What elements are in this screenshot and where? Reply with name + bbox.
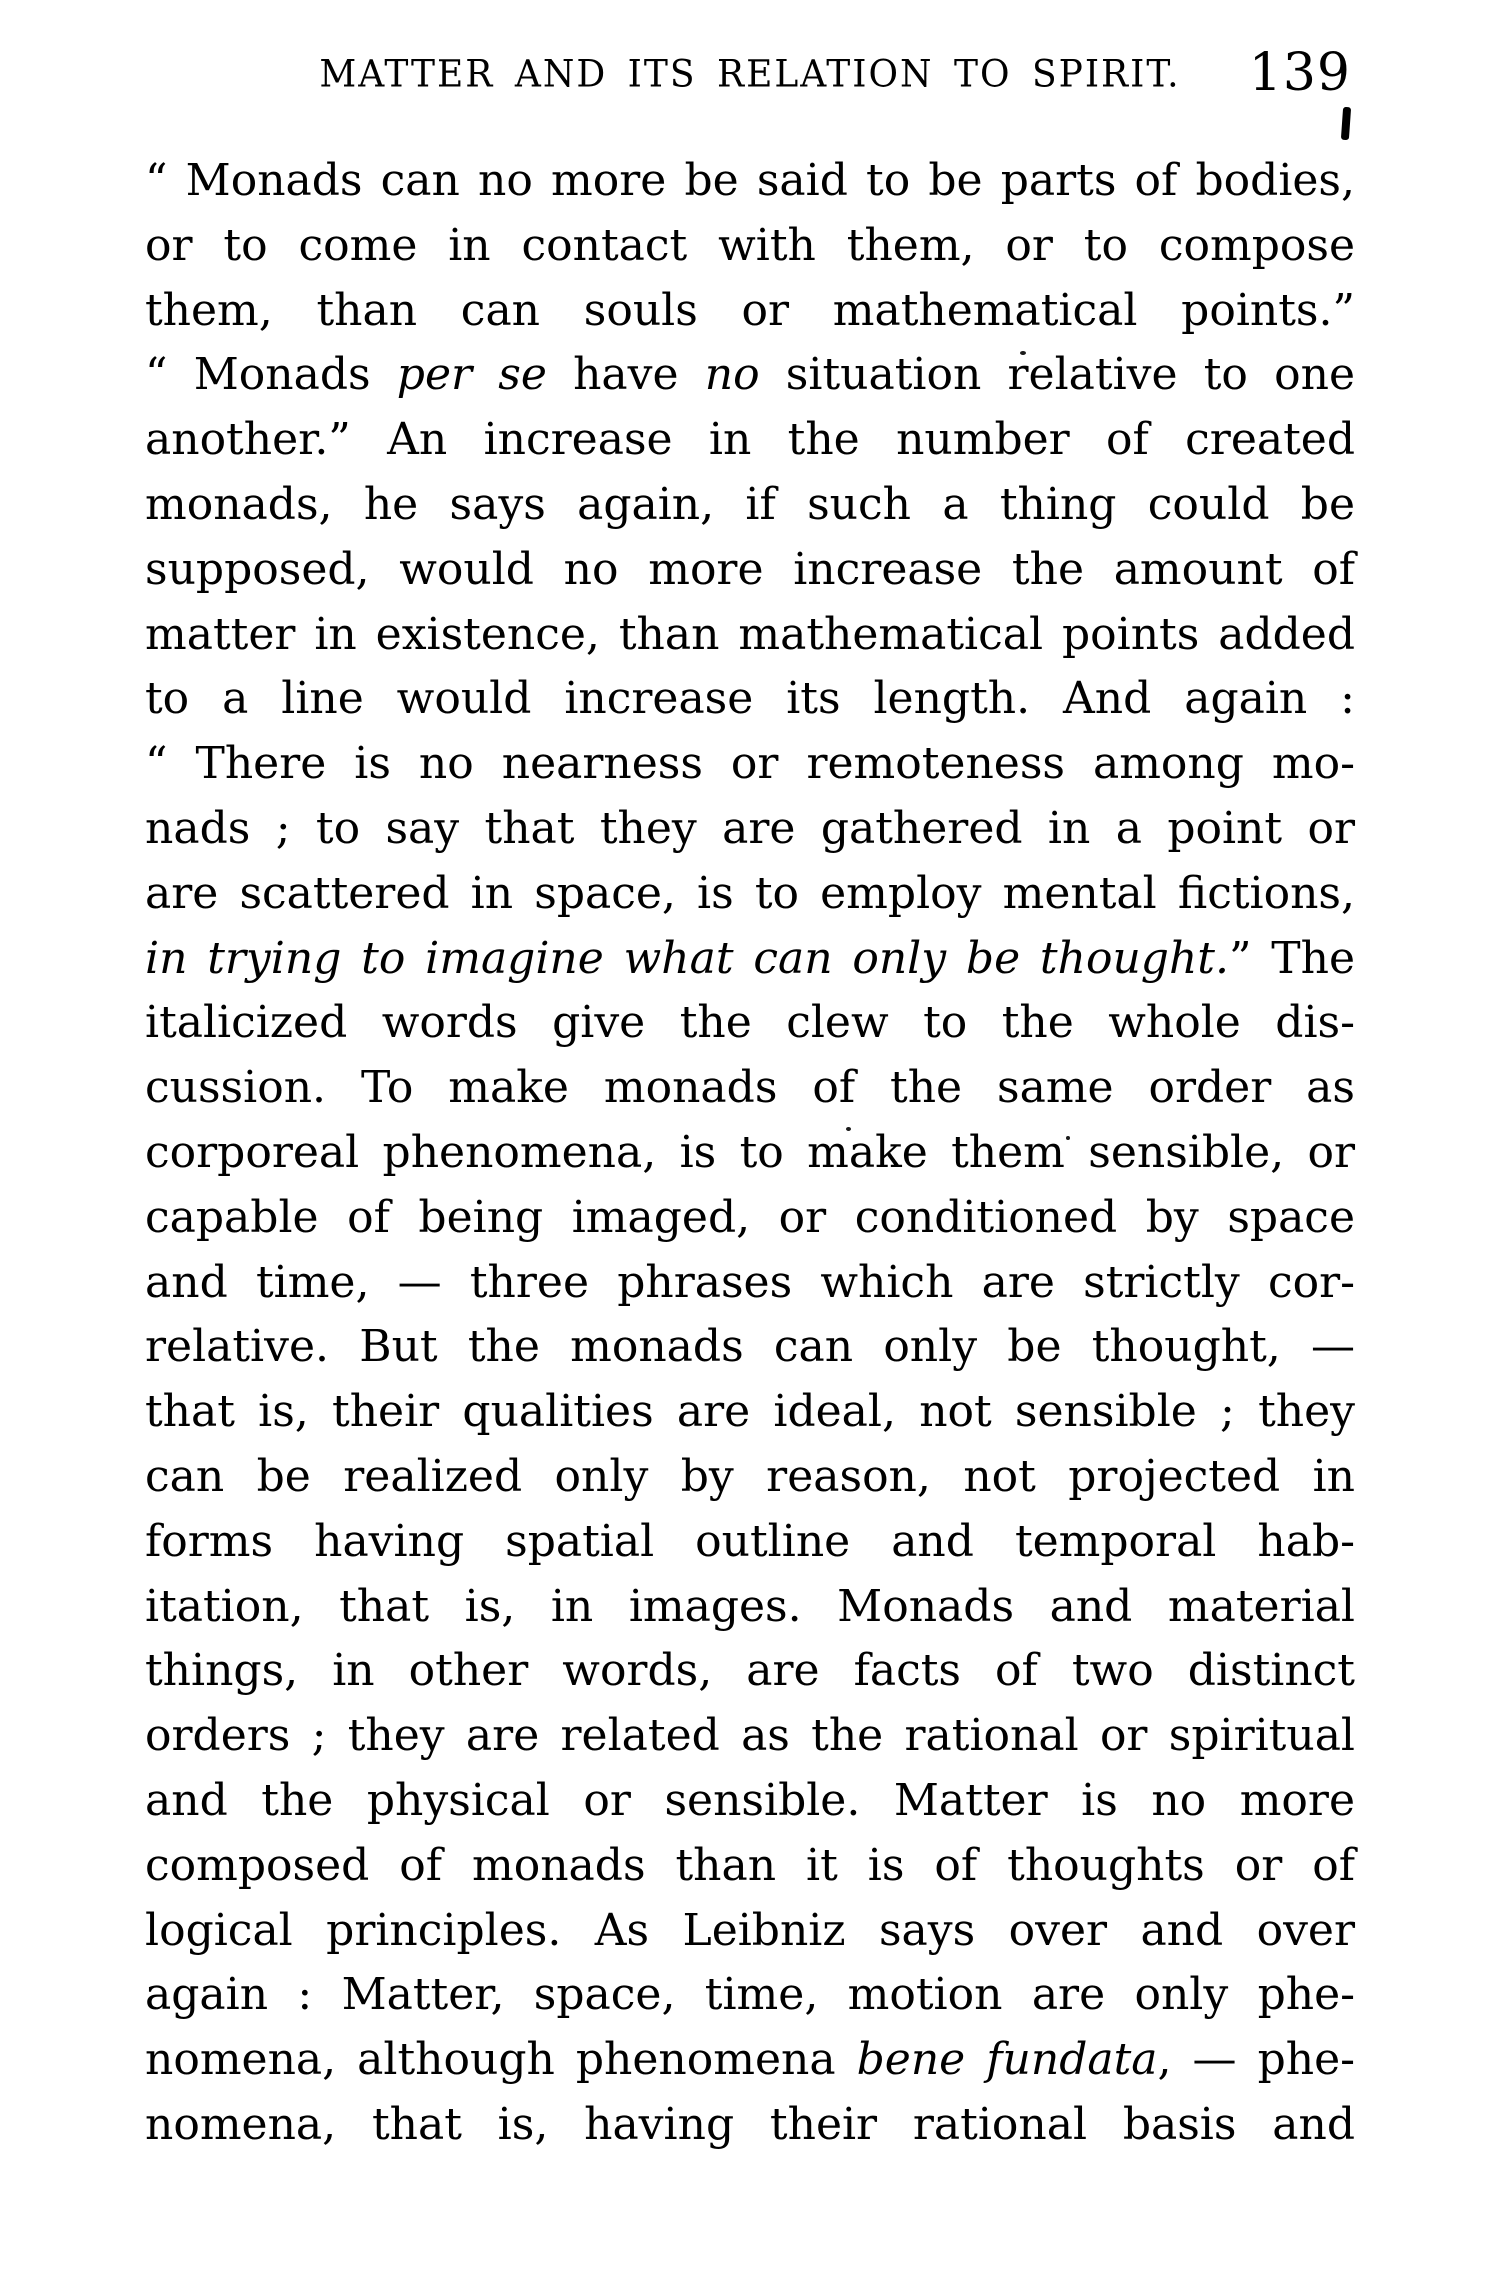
text-segment: , — phe- bbox=[1157, 2034, 1356, 2086]
text-line bbox=[145, 149, 1355, 214]
page-header-title: MATTER AND ITS RELATION TO SPIRIT. bbox=[319, 52, 1181, 96]
text-line bbox=[145, 1445, 1355, 1510]
text-segment: relative. But the monads can only be thought, — bbox=[145, 1321, 1355, 1373]
text-segment: “ There is no nearness or remoteness among mo- bbox=[145, 738, 1355, 790]
text-segment: “ Monads can no more be said to be parts of bodies, bbox=[145, 155, 1355, 206]
text-line bbox=[145, 343, 1355, 408]
text-line bbox=[145, 1186, 1355, 1251]
text-segment: are scattered in space, is to employ mental fictions, bbox=[145, 867, 1355, 919]
text-segment: ” The bbox=[1228, 932, 1355, 984]
text-segment: forms having spatial outline and temporal hab- bbox=[145, 1515, 1355, 1567]
text-line bbox=[145, 2028, 1355, 2093]
text-line bbox=[145, 1380, 1355, 1445]
page-body bbox=[145, 149, 1355, 2158]
text-line bbox=[145, 1510, 1355, 1575]
text-segment: that is, their qualities are ideal, not sensible ; they bbox=[145, 1386, 1355, 1438]
text-segment: nomena, although phenomena bbox=[145, 2034, 857, 2086]
page-number: 139 bbox=[1248, 43, 1351, 103]
text-segment: or to come in contact with them, or to compose bbox=[145, 219, 1355, 271]
text-segment: and time, — three phrases which are strictly cor- bbox=[145, 1256, 1355, 1308]
text-line bbox=[145, 797, 1355, 862]
text-line bbox=[145, 603, 1355, 668]
text-segment: italicized words give the clew to the whole dis- bbox=[145, 997, 1355, 1049]
text-segment: monads, he says again, if such a thing could be bbox=[145, 478, 1355, 530]
text-segment: supposed, would no more increase the amount of bbox=[145, 543, 1355, 595]
text-segment: orders ; they are related as the rational or spiritual bbox=[145, 1710, 1355, 1762]
text-line bbox=[145, 279, 1355, 344]
text-line bbox=[145, 1704, 1355, 1769]
text-segment: have bbox=[546, 349, 705, 401]
text-line bbox=[145, 1121, 1355, 1186]
text-line bbox=[145, 991, 1355, 1056]
text-segment: “ Monads bbox=[145, 349, 397, 401]
text-line bbox=[145, 1639, 1355, 1704]
text-line bbox=[145, 732, 1355, 797]
text-line bbox=[145, 1769, 1355, 1834]
text-segment: and the physical or sensible. Matter is no more bbox=[145, 1774, 1355, 1826]
italic-text-segment: bene fundata bbox=[856, 2034, 1158, 2086]
text-segment: corporeal phenomena, is to make them sensible, or bbox=[145, 1126, 1355, 1178]
text-segment: composed of monads than it is of thoughts or of bbox=[145, 1839, 1355, 1891]
text-segment: to a line would increase its length. And again : bbox=[145, 673, 1355, 725]
text-line bbox=[145, 214, 1355, 279]
text-segment: another.” An increase in the number of created bbox=[145, 414, 1355, 466]
text-segment: itation, that is, in images. Monads and material bbox=[145, 1580, 1355, 1632]
text-line bbox=[145, 862, 1355, 927]
text-segment: logical principles. As Leibniz says over and over bbox=[145, 1904, 1355, 1956]
text-line bbox=[145, 1315, 1355, 1380]
text-line bbox=[145, 667, 1355, 732]
text-line bbox=[145, 1834, 1355, 1899]
text-line bbox=[145, 1963, 1355, 2028]
text-segment: capable of being imaged, or conditioned by space bbox=[145, 1191, 1355, 1243]
running-header bbox=[145, 43, 1355, 103]
text-segment: nads ; to say that they are gathered in a point or bbox=[145, 802, 1355, 854]
text-segment: things, in other words, are facts of two distinct bbox=[145, 1645, 1355, 1697]
text-line bbox=[145, 1251, 1355, 1316]
text-segment: again : Matter, space, time, motion are only phe- bbox=[145, 1969, 1355, 2021]
text-line bbox=[145, 1899, 1355, 1964]
italic-text-segment: no bbox=[704, 349, 760, 401]
italic-text-segment: in trying to imagine what can only be thought. bbox=[145, 932, 1229, 984]
text-segment: can be realized only by reason, not projected in bbox=[145, 1450, 1355, 1502]
text-segment: nomena, that is, having their rational basis and bbox=[145, 2098, 1355, 2150]
text-line bbox=[145, 538, 1355, 603]
text-segment: them, than can souls or mathematical points.” bbox=[145, 284, 1355, 336]
text-line bbox=[145, 1575, 1355, 1640]
text-segment: situation relative to one bbox=[759, 349, 1356, 401]
text-segment: cussion. To make monads of the same order as bbox=[145, 1062, 1355, 1114]
text-line bbox=[145, 1056, 1355, 1121]
text-line bbox=[145, 473, 1355, 538]
scan-artifact-tick bbox=[1341, 107, 1351, 140]
text-line bbox=[145, 2093, 1355, 2158]
text-line bbox=[145, 408, 1355, 473]
text-segment: matter in existence, than mathematical points added bbox=[145, 608, 1355, 660]
text-line bbox=[145, 927, 1355, 992]
italic-text-segment: per se bbox=[396, 349, 547, 401]
